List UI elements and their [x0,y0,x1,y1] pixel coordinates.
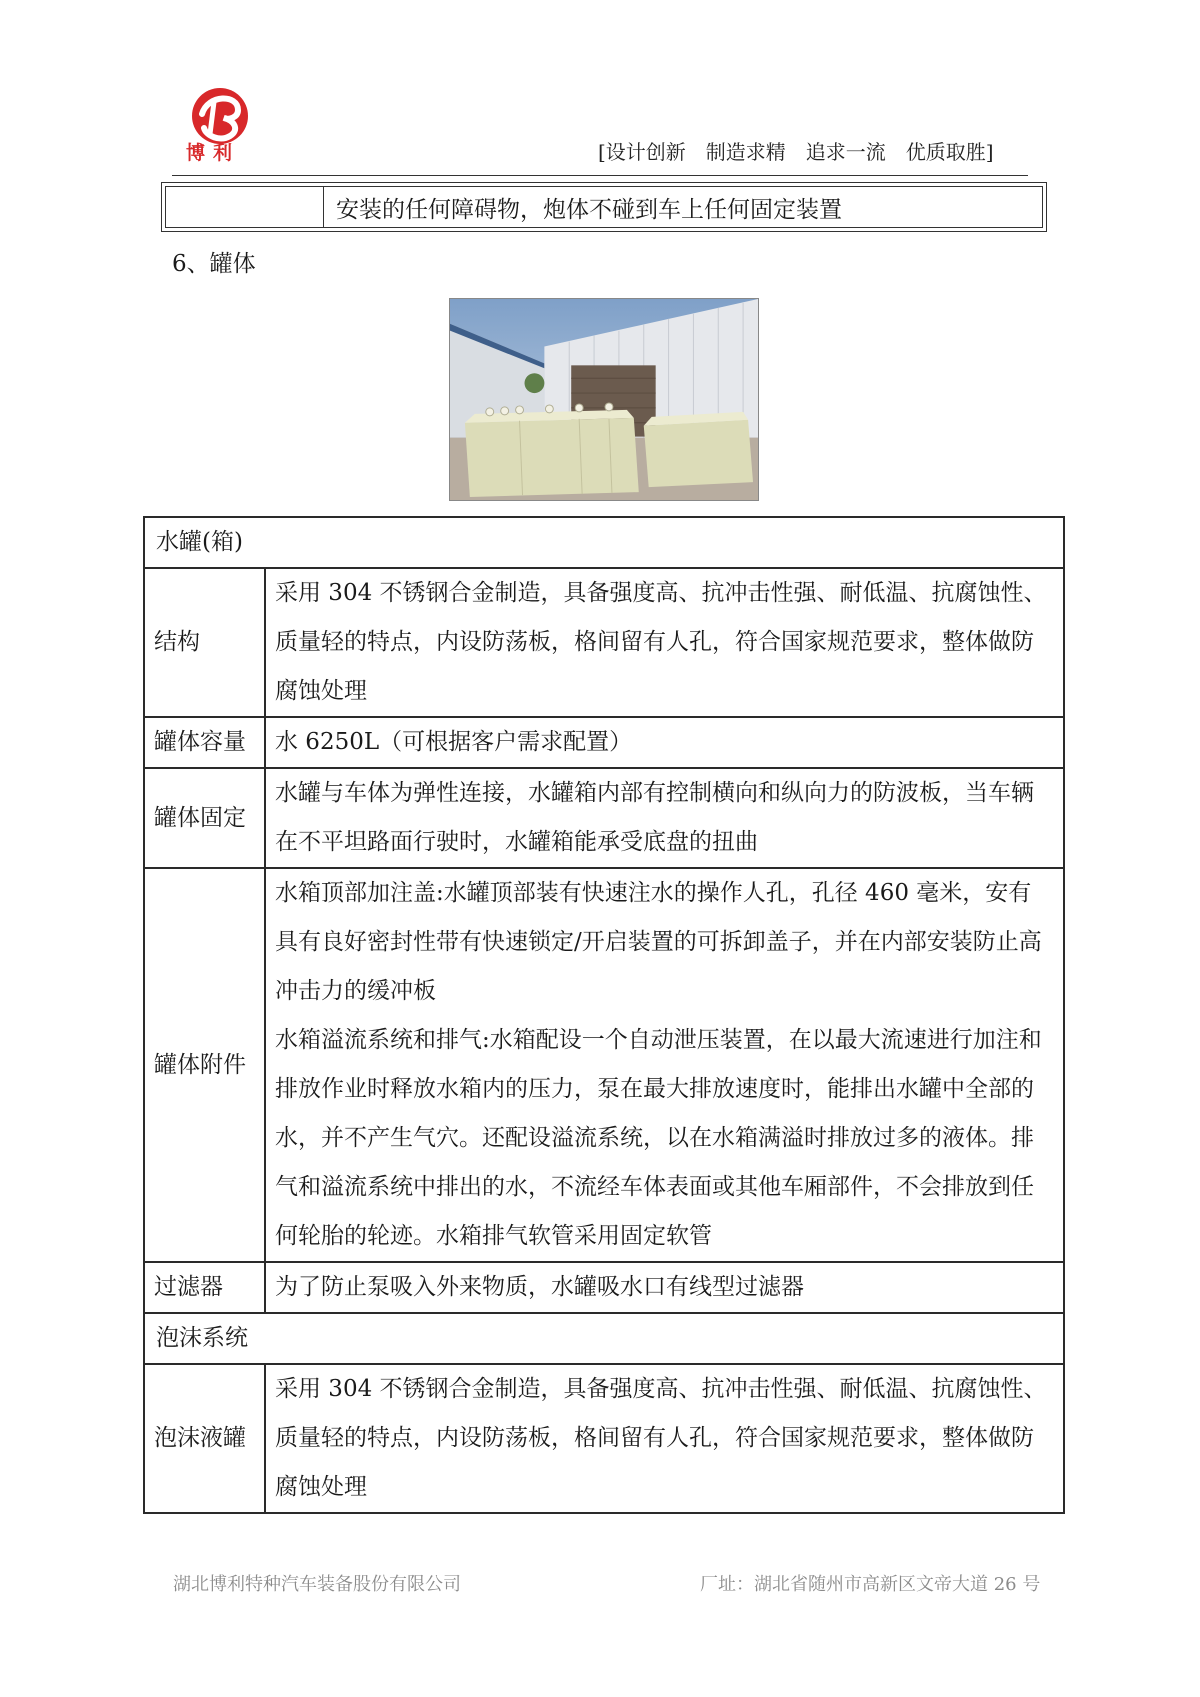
row-text: 水箱顶部加注盖:水罐顶部装有快速注水的操作人孔，孔径 460 毫米，安有具有良好密封性带有快速锁定/开启装置的可拆卸盖子，并在内部安装防止高冲击力的缓冲板 [275,880,1042,1004]
empty-label-cell [166,187,324,227]
row-content [265,1364,1064,1513]
row-content [265,868,1064,1262]
row-content [265,717,1064,768]
row-text: 采用 304 不锈钢合金制造，具备强度高、抗冲击性强、耐低温、抗腐蚀性、质量轻的特点，内设防荡板，格间留有人孔，符合国家规范要求，整体做防腐蚀处理 [275,580,1047,704]
previous-table-fragment [161,182,1047,232]
row-label: 过滤器 [144,1262,265,1313]
row-content [265,768,1064,868]
tank-photo [449,298,759,501]
row-label: 罐体附件 [144,868,265,1262]
row-content [265,1262,1064,1313]
row-text: 为了防止泵吸入外来物质，水罐吸水口有线型过滤器 [275,1274,804,1300]
table-row [144,768,1064,868]
row-label: 结构 [144,568,265,717]
table-row [144,568,1064,717]
row-text: 水 6250L（可根据客户需求配置） [275,729,633,755]
table-row [144,1364,1064,1513]
table-row [144,717,1064,768]
logo-text: 博利 [186,142,241,164]
row-label: 罐体容量 [144,717,265,768]
water-tank-spec-table [143,516,1065,1514]
table-row [144,1262,1064,1313]
footer-address: 厂址：湖北省随州市高新区文帝大道 26 号 [700,1574,1041,1595]
table-row [144,517,1064,568]
row-text: 采用 304 不锈钢合金制造，具备强度高、抗冲击性强、耐低温、抗腐蚀性、质量轻的特点，内设防荡板，格间留有人孔，符合国家规范要求，整体做防腐蚀处理 [275,1376,1047,1500]
table-row [144,868,1064,1262]
water-tank-header: 水罐(箱) [144,517,1064,568]
table-row [144,1313,1064,1364]
row-content [265,568,1064,717]
previous-table-text: 安装的任何障碍物，炮体不碰到车上任何固定装置 [336,196,842,223]
row-text: 水罐与车体为弹性连接，水罐箱内部有控制横向和纵向力的防波板，当车辆在不平坦路面行驶时，水罐箱能承受底盘的扭曲 [275,780,1034,855]
row-text: 水箱溢流系统和排气:水箱配设一个自动泄压装置，在以最大流速进行加注和排放作业时释放水箱内的压力，泵在最大排放速度时，能排出水罐中全部的水，并不产生气穴。还配设溢流系统，以在水箱满溢时排放过多的液体。排气和溢流系统中排出的水，不流经车体表面或其他车厢部件，不会排放到任何轮胎的轮迹。水箱排气软管采用固定软管 [275,1027,1042,1249]
header-slogan: [设计创新 制造求精 追求一流 优质取胜] [598,140,994,164]
foam-system-header: 泡沫系统 [144,1313,1064,1364]
footer-company: 湖北博利特种汽车装备股份有限公司 [173,1574,461,1595]
row-label: 罐体固定 [144,768,265,868]
section-title: 6、罐体 [172,251,256,277]
row-label: 泡沫液罐 [144,1364,265,1513]
header-divider [172,175,1028,176]
